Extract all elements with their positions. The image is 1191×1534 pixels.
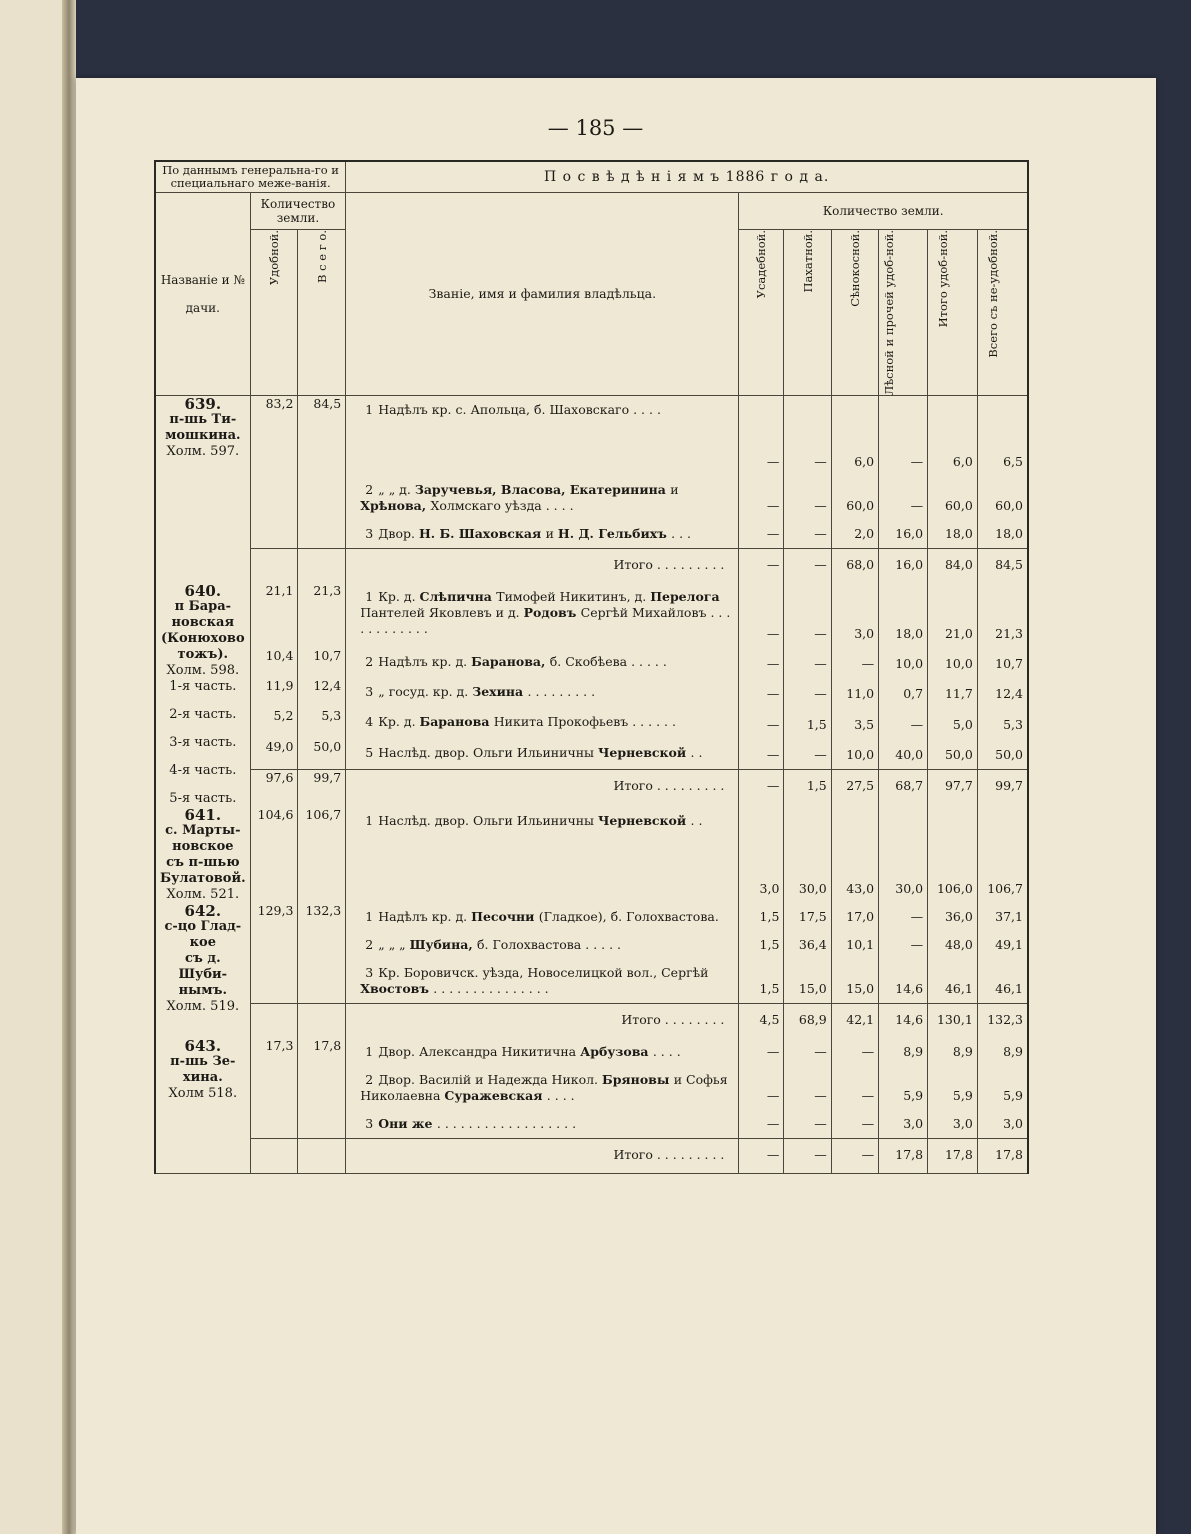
land-qty-value: — xyxy=(879,396,928,476)
estate-name-line: Холм 518. xyxy=(168,1085,238,1101)
table-row xyxy=(155,708,1028,738)
left-udobnoy-value xyxy=(250,1066,298,1110)
col-vsego-neudobnoy-header: Всего съ не-удобной. xyxy=(977,230,1028,396)
owner-text: Надѣлъ кр. с. Апольца, б. Шаховскаго . . . . xyxy=(378,402,661,418)
col-pakhatnoy-header: Пахатной. xyxy=(784,230,831,396)
owner-text: Кр. Боровичск. уѣзда, Новоселицкой вол., Сергѣй Хвостовъ . . . . . . . . . . . . . . . xyxy=(360,964,709,996)
total-qty-value: 16,0 xyxy=(879,548,928,583)
land-qty-value: 49,1 xyxy=(977,931,1028,959)
col-itogo-udobnoy-header: Итого удоб-ной. xyxy=(928,230,978,396)
total-qty-value: — xyxy=(739,548,784,583)
land-qty-value: 60,0 xyxy=(928,476,978,520)
land-qty-value: — xyxy=(831,1038,878,1066)
land-qty-value: — xyxy=(831,1066,878,1110)
land-qty-value: 11,0 xyxy=(831,678,878,708)
land-qty-value: 46,1 xyxy=(977,959,1028,1004)
land-qty-value: 11,7 xyxy=(928,678,978,708)
owner-text: Наслѣд. двор. Ольги Ильиничны Черневской . . xyxy=(378,812,703,828)
land-qty-value: 10,0 xyxy=(928,648,978,678)
total-left-vsego xyxy=(298,1003,346,1038)
left-vsego-value: 10,7 xyxy=(298,648,346,678)
owner-cell xyxy=(346,678,739,708)
total-qty-value: 27,5 xyxy=(831,770,878,807)
estate-name-line: (Конюхово xyxy=(161,630,245,646)
total-label: Итого . . . . . . . . xyxy=(346,1003,739,1038)
estate-number: 640. xyxy=(184,581,222,600)
total-qty-value: 1,5 xyxy=(784,770,831,807)
estate-name-line: съ п-шью xyxy=(166,854,240,870)
table-row xyxy=(155,959,1028,1004)
total-qty-value: 17,8 xyxy=(928,1138,978,1173)
owner-text: Надѣлъ кр. д. Песочни (Гладкое), б. Голохвастова. xyxy=(378,908,719,924)
owner-text: Наслѣд. двор. Ольги Ильиничны Черневской . . xyxy=(378,744,703,760)
book-gutter xyxy=(62,0,76,1534)
owner-index: 3 xyxy=(365,525,374,541)
land-qty-value: — xyxy=(784,583,831,648)
land-qty-value: — xyxy=(831,648,878,678)
total-row xyxy=(155,770,1028,807)
estate-name-line: п Бара- xyxy=(174,598,232,614)
left-vsego-value: 50,0 xyxy=(298,739,346,770)
land-qty-value: 1,5 xyxy=(739,959,784,1004)
land-qty-value: 5,3 xyxy=(977,708,1028,738)
estate-name-line: новское xyxy=(172,838,234,854)
owner-index: 1 xyxy=(365,908,374,924)
land-qty-value: 1,5 xyxy=(739,903,784,931)
col-udobnoy-header: Удобной. xyxy=(250,230,298,396)
total-row xyxy=(155,1003,1028,1038)
left-vsego-value xyxy=(298,959,346,1004)
table-row xyxy=(155,1110,1028,1139)
land-qty-value: 36,4 xyxy=(784,931,831,959)
estate-name-cell xyxy=(155,903,250,1038)
owner-cell xyxy=(346,959,739,1004)
left-udobnoy-value xyxy=(250,476,298,520)
estate-name-line: новская xyxy=(171,614,235,630)
estate-number: 641. xyxy=(184,805,222,824)
estate-name-cell xyxy=(155,807,250,903)
land-qty-value: 8,9 xyxy=(879,1038,928,1066)
header-row-1 xyxy=(155,161,1028,193)
total-qty-value: 42,1 xyxy=(831,1003,878,1038)
estate-name-cell xyxy=(155,396,250,583)
total-qty-value: 132,3 xyxy=(977,1003,1028,1038)
owner-cell xyxy=(346,903,739,931)
left-udobnoy-value xyxy=(250,520,298,549)
estate-name-line: съ д. Шуби- xyxy=(178,950,228,982)
total-label: Итого . . . . . . . . . xyxy=(346,548,739,583)
land-qty-value: 15,0 xyxy=(784,959,831,1004)
table-row xyxy=(155,807,1028,903)
left-udobnoy-value: 11,9 xyxy=(250,678,298,708)
owner-cell xyxy=(346,739,739,770)
owner-index: 3 xyxy=(365,684,374,700)
land-qty-value: — xyxy=(784,739,831,770)
table-row xyxy=(155,739,1028,770)
land-qty-value: — xyxy=(784,1038,831,1066)
land-qty-value: 18,0 xyxy=(928,520,978,549)
left-udobnoy-value: 83,2 xyxy=(250,396,298,476)
land-qty-value: 21,0 xyxy=(928,583,978,648)
land-qty-value: 37,1 xyxy=(977,903,1028,931)
col-vsego-header: В с е г о. xyxy=(298,230,346,396)
total-left-udobnoy xyxy=(250,548,298,583)
total-qty-value: — xyxy=(831,1138,878,1173)
land-qty-value: 1,5 xyxy=(739,931,784,959)
land-qty-value: — xyxy=(784,1110,831,1139)
land-qty-value: 43,0 xyxy=(831,807,878,903)
land-qty-value: 10,0 xyxy=(879,648,928,678)
land-qty-value: 12,4 xyxy=(977,678,1028,708)
land-qty-value: 6,5 xyxy=(977,396,1028,476)
left-vsego-value: 5,3 xyxy=(298,708,346,738)
estate-name-line: с. Марты- xyxy=(165,822,241,838)
land-qty-value: 40,0 xyxy=(879,739,928,770)
owner-index: 2 xyxy=(365,653,374,669)
owner-index: 1 xyxy=(365,1043,374,1059)
total-qty-value: 68,7 xyxy=(879,770,928,807)
left-udobnoy-value xyxy=(250,931,298,959)
owner-cell xyxy=(346,708,739,738)
owner-cell xyxy=(346,476,739,520)
total-left-vsego xyxy=(298,1138,346,1173)
land-qty-value: 16,0 xyxy=(879,520,928,549)
estate-number: 643. xyxy=(184,1036,222,1055)
total-qty-value: 68,9 xyxy=(784,1003,831,1038)
left-udobnoy-value: 129,3 xyxy=(250,903,298,931)
owner-text: Кр. д. Слѣпична Тимофей Никитинъ, д. Перелога Пантелей Яковлевъ и д. Родовъ Сергѣй Михайловъ . . . . . . . . . . . . xyxy=(360,588,731,636)
part-label: 5-я часть. xyxy=(169,790,237,806)
land-qty-value: — xyxy=(784,396,831,476)
land-qty-value: 48,0 xyxy=(928,931,978,959)
col-senokosnoy-header: Сѣнокосной. xyxy=(831,230,878,396)
land-qty-value: 3,0 xyxy=(739,807,784,903)
land-qty-value: — xyxy=(831,1110,878,1139)
total-qty-value: 17,8 xyxy=(879,1138,928,1173)
left-vsego-value xyxy=(298,520,346,549)
total-label: Итого . . . . . . . . . xyxy=(346,1138,739,1173)
right-header-title: П о с в ѣ д ѣ н і я м ъ 1886 г о д а. xyxy=(346,161,1028,193)
land-qty-value: — xyxy=(879,903,928,931)
owner-cell xyxy=(346,1110,739,1139)
land-qty-value: 30,0 xyxy=(784,807,831,903)
part-label: 4-я часть. xyxy=(169,762,237,778)
land-qty-value: 36,0 xyxy=(928,903,978,931)
table-row xyxy=(155,648,1028,678)
land-qty-value: — xyxy=(739,708,784,738)
owner-cell xyxy=(346,583,739,648)
land-qty-value: 60,0 xyxy=(977,476,1028,520)
land-qty-value: — xyxy=(739,678,784,708)
col-lesnoy-header: Лѣсной и прочей удоб-ной. xyxy=(879,230,928,396)
land-qty-value: — xyxy=(879,931,928,959)
land-qty-value: 10,0 xyxy=(831,739,878,770)
land-qty-value: 30,0 xyxy=(879,807,928,903)
land-qty-value: 21,3 xyxy=(977,583,1028,648)
page-number: — 185 — xyxy=(547,116,644,140)
total-qty-value: — xyxy=(739,1138,784,1173)
owner-cell xyxy=(346,931,739,959)
total-qty-value: 84,0 xyxy=(928,548,978,583)
left-vsego-value: 106,7 xyxy=(298,807,346,903)
owner-index: 3 xyxy=(365,964,374,980)
estate-name-line: с-цо Глад- xyxy=(164,918,242,934)
total-qty-value: 4,5 xyxy=(739,1003,784,1038)
owner-text: Двор. Василій и Надежда Никол. Бряновы и Софья Николаевна Суражевская . . . . xyxy=(360,1071,728,1103)
col-name-header: Названіе и № дачи. xyxy=(155,193,250,396)
left-vsego-value: 12,4 xyxy=(298,678,346,708)
owner-text: „ „ д. Заручевья, Власова, Екатеринина и Хрѣнова, Холмскаго уѣзда . . . . xyxy=(360,481,679,513)
total-qty-value: 130,1 xyxy=(928,1003,978,1038)
land-qty-value: 6,0 xyxy=(928,396,978,476)
land-qty-value: — xyxy=(739,583,784,648)
land-qty-value: — xyxy=(784,476,831,520)
part-label: 3-я часть. xyxy=(169,734,237,750)
table-row xyxy=(155,520,1028,549)
part-label: 1-я часть. xyxy=(169,678,237,694)
table-row xyxy=(155,1066,1028,1110)
owner-index: 2 xyxy=(365,1071,374,1087)
land-qty-value: 5,9 xyxy=(928,1066,978,1110)
land-qty-value: 60,0 xyxy=(831,476,878,520)
total-left-vsego xyxy=(298,548,346,583)
land-qty-value: 10,1 xyxy=(831,931,878,959)
land-qty-value: 106,7 xyxy=(977,807,1028,903)
estate-name-line: нымъ. xyxy=(178,982,227,998)
estate-name-line: Холм. 598. xyxy=(166,662,240,678)
left-udobnoy-value: 49,0 xyxy=(250,739,298,770)
land-qty-value: — xyxy=(784,648,831,678)
land-qty-value: 3,0 xyxy=(879,1110,928,1139)
total-qty-value: 84,5 xyxy=(977,548,1028,583)
land-qty-value: 2,0 xyxy=(831,520,878,549)
estate-number: 639. xyxy=(184,395,222,414)
table-row xyxy=(155,476,1028,520)
total-left-udobnoy: 97,6 xyxy=(250,770,298,807)
table-row xyxy=(155,1038,1028,1066)
left-vsego-value: 84,5 xyxy=(298,396,346,476)
owner-cell xyxy=(346,1066,739,1110)
owner-text: Двор. Н. Б. Шаховская и Н. Д. Гельбихъ . . . xyxy=(378,525,692,541)
table-row xyxy=(155,583,1028,648)
land-qty-value: 1,5 xyxy=(784,708,831,738)
land-qty-value: — xyxy=(739,739,784,770)
left-udobnoy-value: 10,4 xyxy=(250,648,298,678)
total-row xyxy=(155,1138,1028,1173)
total-left-udobnoy xyxy=(250,1138,298,1173)
left-udobnoy-value xyxy=(250,1110,298,1139)
owner-cell xyxy=(346,807,739,903)
left-udobnoy-value xyxy=(250,959,298,1004)
table-row xyxy=(155,396,1028,476)
col-owner-header: Званіе, имя и фамилия владѣльца. xyxy=(346,193,739,396)
left-udobnoy-value: 21,1 xyxy=(250,583,298,648)
owner-index: 1 xyxy=(365,402,374,418)
owner-index: 2 xyxy=(365,936,374,952)
owner-index: 3 xyxy=(365,1115,374,1131)
land-qty-value: 8,9 xyxy=(977,1038,1028,1066)
land-qty-value: — xyxy=(739,648,784,678)
land-qty-value: — xyxy=(784,1066,831,1110)
land-qty-value: 5,9 xyxy=(977,1066,1028,1110)
estate-name-cell xyxy=(155,1038,250,1174)
estate-name-line: тожъ). xyxy=(177,646,229,662)
estate-name-cell xyxy=(155,583,250,807)
table-row xyxy=(155,678,1028,708)
owner-index: 2 xyxy=(365,481,374,497)
land-qty-value: 0,7 xyxy=(879,678,928,708)
total-qty-value: — xyxy=(784,548,831,583)
owner-text: Надѣлъ кр. д. Баранова, б. Скобѣева . . . . . xyxy=(378,653,667,669)
estate-name-line: п-шь Ти- xyxy=(169,412,237,428)
owner-index: 5 xyxy=(365,744,374,760)
land-qty-value: — xyxy=(739,476,784,520)
header-row-2 xyxy=(155,193,1028,230)
land-qty-value: — xyxy=(739,1066,784,1110)
land-ledger-table xyxy=(154,160,1029,1174)
land-qty-value: — xyxy=(784,678,831,708)
land-qty-value: 5,0 xyxy=(928,708,978,738)
owner-text: Они же . . . . . . . . . . . . . . . . . . xyxy=(378,1115,577,1131)
left-vsego-value xyxy=(298,1066,346,1110)
land-qty-value: 17,5 xyxy=(784,903,831,931)
estate-name-line: п-шь Зе- xyxy=(170,1053,236,1069)
table-row xyxy=(155,931,1028,959)
col-qty-right-header: Количество земли. xyxy=(739,193,1028,230)
owner-cell xyxy=(346,1038,739,1066)
col-qty-left-header: Количество земли. xyxy=(250,193,346,230)
land-qty-value: — xyxy=(739,520,784,549)
estate-name-line: Холм. 521. xyxy=(166,886,240,902)
estate-name-line: Булатовой. xyxy=(160,870,246,886)
total-label: Итого . . . . . . . . . xyxy=(346,770,739,807)
total-qty-value: 97,7 xyxy=(928,770,978,807)
estate-name-line: кое xyxy=(189,934,216,950)
total-qty-value: 99,7 xyxy=(977,770,1028,807)
left-vsego-value: 17,8 xyxy=(298,1038,346,1066)
estate-name-line: хина. xyxy=(182,1069,223,1085)
previous-page-edge xyxy=(0,0,70,1534)
total-row xyxy=(155,548,1028,583)
land-qty-value: — xyxy=(879,708,928,738)
owner-index: 1 xyxy=(365,588,374,604)
owner-text: Кр. д. Баранова Никита Прокофьевъ . . . . . . xyxy=(378,714,676,730)
left-vsego-value: 21,3 xyxy=(298,583,346,648)
land-qty-value: 5,9 xyxy=(879,1066,928,1110)
land-qty-value: 106,0 xyxy=(928,807,978,903)
estate-name-line: мошкина. xyxy=(165,428,241,444)
owner-index: 1 xyxy=(365,812,374,828)
total-left-udobnoy xyxy=(250,1003,298,1038)
left-udobnoy-value: 104,6 xyxy=(250,807,298,903)
land-qty-value: — xyxy=(739,1110,784,1139)
left-vsego-value: 132,3 xyxy=(298,903,346,931)
owner-cell xyxy=(346,648,739,678)
part-label: 2-я часть. xyxy=(169,706,237,722)
land-qty-value: 50,0 xyxy=(977,739,1028,770)
land-qty-value: 6,0 xyxy=(831,396,878,476)
owner-text: „ „ „ Шубина, б. Голохвастова . . . . . xyxy=(378,936,622,952)
total-qty-value: 17,8 xyxy=(977,1138,1028,1173)
land-qty-value: 18,0 xyxy=(977,520,1028,549)
land-qty-value: 18,0 xyxy=(879,583,928,648)
land-qty-value: 50,0 xyxy=(928,739,978,770)
land-qty-value: 14,6 xyxy=(879,959,928,1004)
left-udobnoy-value: 5,2 xyxy=(250,708,298,738)
left-vsego-value xyxy=(298,1110,346,1139)
owner-text: Двор. Александра Никитична Арбузова . . . . xyxy=(378,1043,681,1059)
col-usadebnoy-header: Усадебной. xyxy=(739,230,784,396)
total-qty-value: — xyxy=(784,1138,831,1173)
land-qty-value: 15,0 xyxy=(831,959,878,1004)
total-left-vsego: 99,7 xyxy=(298,770,346,807)
land-qty-value: 3,5 xyxy=(831,708,878,738)
total-qty-value: 68,0 xyxy=(831,548,878,583)
land-qty-value: 3,0 xyxy=(831,583,878,648)
total-qty-value: 14,6 xyxy=(879,1003,928,1038)
land-qty-value: 10,7 xyxy=(977,648,1028,678)
land-qty-value: 46,1 xyxy=(928,959,978,1004)
estate-name-line: Холм. 519. xyxy=(166,998,240,1014)
left-vsego-value xyxy=(298,931,346,959)
left-header-title: По даннымъ генеральна-го и специальнаго меже-ванія. xyxy=(155,161,346,193)
owner-index: 4 xyxy=(365,714,374,730)
estate-name-line: Холм. 597. xyxy=(166,444,240,460)
owner-cell xyxy=(346,520,739,549)
owner-cell xyxy=(346,396,739,476)
land-qty-value: 3,0 xyxy=(977,1110,1028,1139)
left-udobnoy-value: 17,3 xyxy=(250,1038,298,1066)
land-qty-value: — xyxy=(784,520,831,549)
land-qty-value: — xyxy=(739,396,784,476)
land-qty-value: 17,0 xyxy=(831,903,878,931)
owner-text: „ госуд. кр. д. Зехина . . . . . . . . . xyxy=(378,684,596,700)
land-qty-value: — xyxy=(739,1038,784,1066)
total-qty-value: — xyxy=(739,770,784,807)
left-vsego-value xyxy=(298,476,346,520)
land-qty-value: — xyxy=(879,476,928,520)
estate-number: 642. xyxy=(184,901,222,920)
land-qty-value: 8,9 xyxy=(928,1038,978,1066)
table-row xyxy=(155,903,1028,931)
land-qty-value: 3,0 xyxy=(928,1110,978,1139)
